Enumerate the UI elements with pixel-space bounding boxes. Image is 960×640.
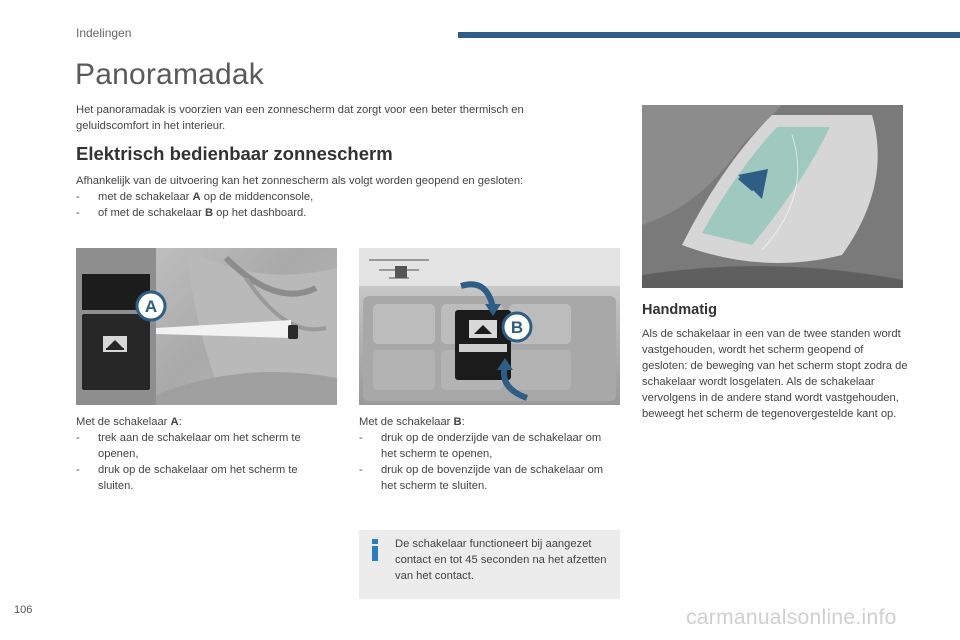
note-text: De schakelaar functioneert bij aangezet contact en tot 45 seconden na het afzetten van het contact. xyxy=(395,538,607,582)
list-item: - trek aan de schakelaar om het scherm te openen, xyxy=(76,432,301,460)
list-dash: - xyxy=(76,191,80,203)
key-label: B xyxy=(204,207,214,219)
figure-console-switch xyxy=(76,248,337,405)
list-item: - druk op de onderzijde van de schakelaar om het scherm te openen, xyxy=(359,432,602,460)
key-label: A xyxy=(170,416,179,428)
figure-label-b: B xyxy=(510,318,524,337)
manual-text: Als de schakelaar in een van de twee standen wordt vastgehouden, wordt het scherm geopend of gesloten: de beweging van het scherm stopt zodra de schakelaar wordt losgelaten. Als de schakelaar vervolgens in de andere stand wordt vastgehouden, beweegt het scherm de tegenovergestelde kant op. xyxy=(642,328,908,420)
section-heading: Elektrisch bedienbaar zonnescherm xyxy=(76,143,393,164)
figure-panoramic-roof xyxy=(642,105,903,288)
caption-lead: Met de schakelaar A: xyxy=(76,416,182,428)
watermark: carmanualsonline.info xyxy=(686,606,897,629)
key-label: B xyxy=(453,416,462,428)
body-intro: Afhankelijk van de uitvoering kan het zonnescherm als volgt worden geopend en gesloten: xyxy=(76,175,524,187)
section-label: Indelingen xyxy=(76,26,132,40)
list-item xyxy=(76,205,596,221)
body-text xyxy=(76,173,596,221)
list-item: - druk op de schakelaar om het scherm te sluiten. xyxy=(76,464,298,492)
info-icon xyxy=(371,539,379,561)
list-item xyxy=(76,189,596,205)
info-note xyxy=(359,530,620,599)
intro-paragraph: Het panoramadak is voorzien van een zonnescherm dat zorgt voor een beter thermisch en geluidscomfort in het interieur. xyxy=(76,104,524,132)
page-number: 106 xyxy=(14,604,33,616)
figure-dashboard-switch xyxy=(359,248,620,405)
manual-heading: Handmatig xyxy=(642,302,717,318)
caption-switch-a xyxy=(76,414,334,494)
figure-label-a: A xyxy=(144,297,158,316)
caption-switch-b xyxy=(359,414,617,494)
list-item: - druk op de bovenzijde van de schakelaar om het scherm te sluiten. xyxy=(359,464,604,492)
caption-lead: Met de schakelaar B: xyxy=(359,416,465,428)
list-dash: - xyxy=(76,207,80,219)
header-accent-bar xyxy=(458,32,960,38)
list-text: of met de schakelaar B op het dashboard. xyxy=(98,207,307,219)
list-text: met de schakelaar A op de middenconsole, xyxy=(98,191,314,203)
page-title: Panoramadak xyxy=(75,58,264,91)
key-label: A xyxy=(192,191,201,203)
